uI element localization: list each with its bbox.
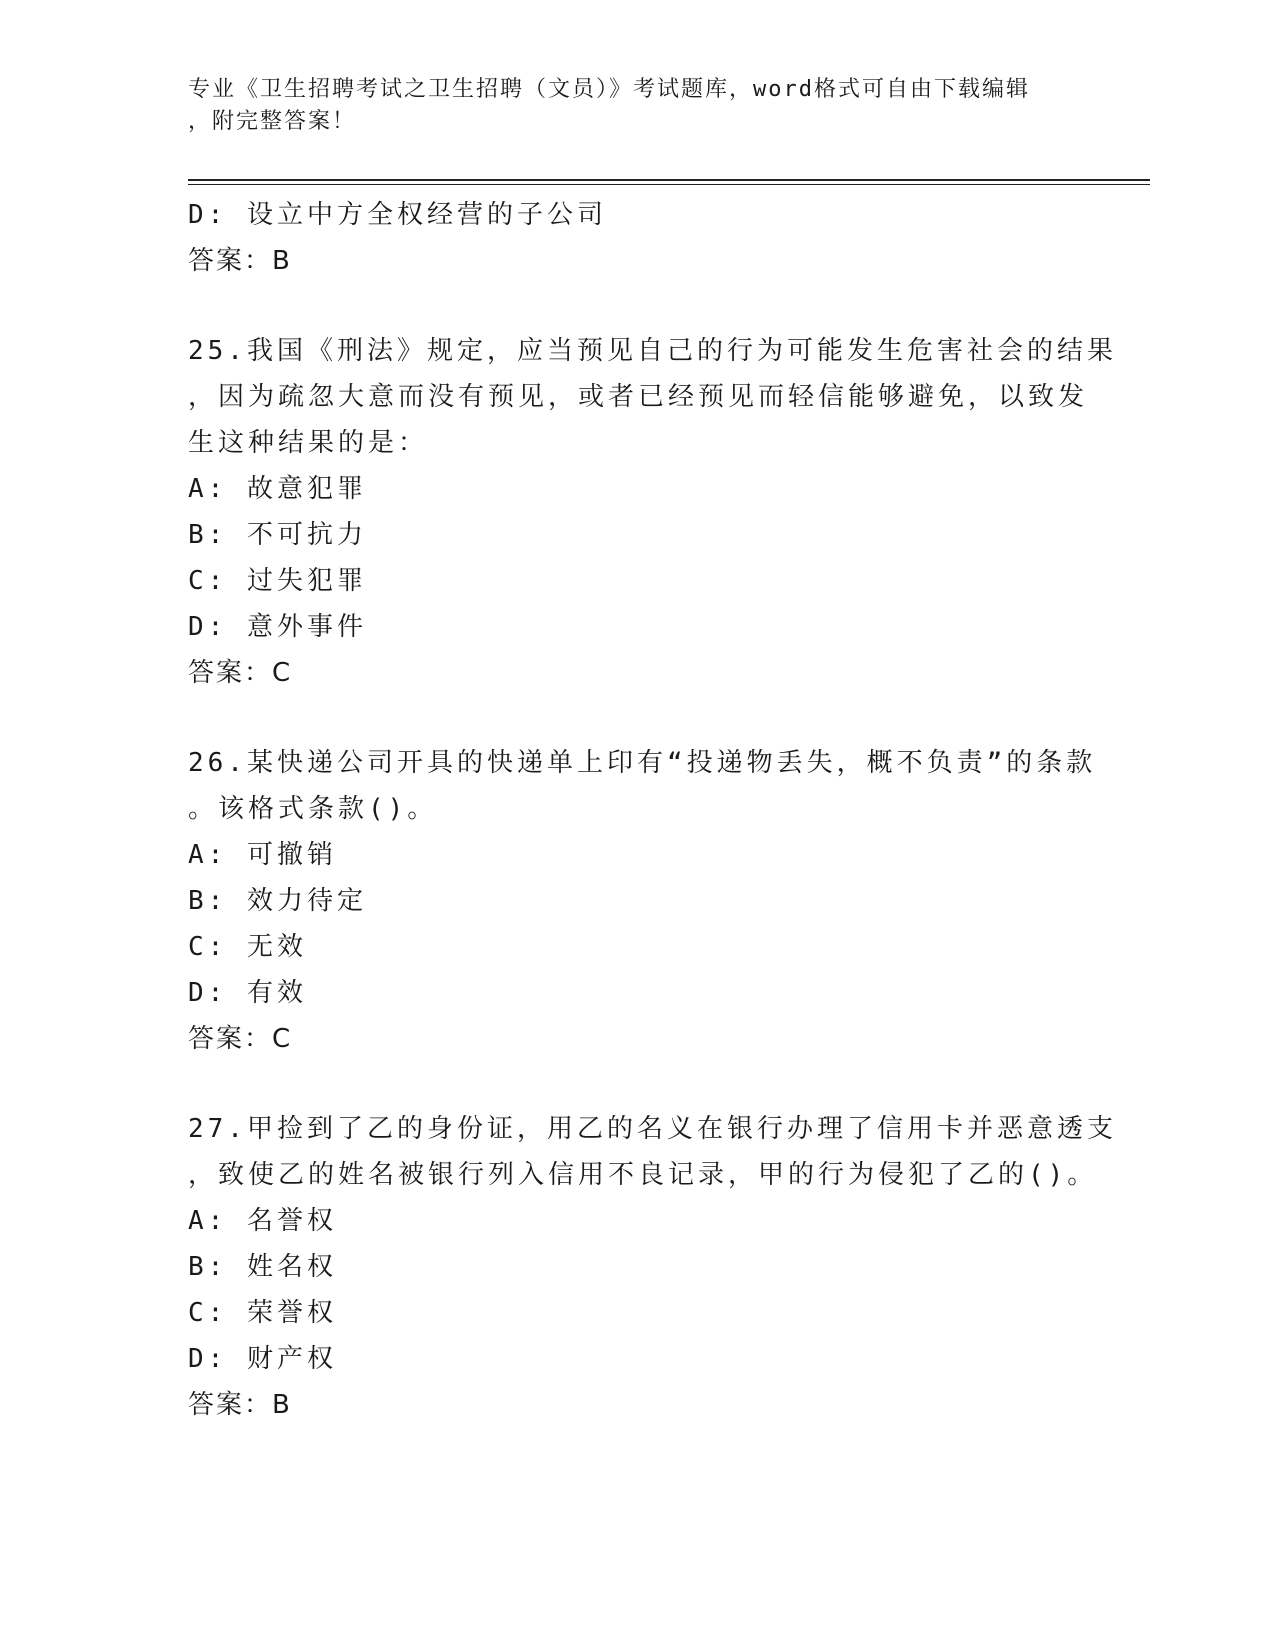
- question-stem-line: 。该格式条款()。: [188, 794, 438, 824]
- option-b: B: 姓名权: [188, 1252, 337, 1282]
- option-c: C: 过失犯罪: [188, 566, 367, 596]
- spacer: [188, 1062, 1108, 1106]
- document-header: [188, 74, 1088, 138]
- option-c: C: 荣誉权: [188, 1298, 337, 1328]
- question-25: [188, 328, 1117, 696]
- option-b: B: 不可抗力: [188, 520, 367, 550]
- option-c: C: 无效: [188, 932, 307, 962]
- option-a: A: 可撤销: [188, 840, 337, 870]
- option-b: B: 效力待定: [188, 886, 367, 916]
- answer-line: 答案：C: [188, 1024, 293, 1054]
- answer-line: 答案：C: [188, 658, 293, 688]
- option-a: A: 名誉权: [188, 1206, 337, 1236]
- option-d: D: 设立中方全权经营的子公司: [188, 200, 607, 230]
- question-26: [188, 740, 1108, 1062]
- question-stem-line: 25.我国《刑法》规定，应当预见自己的行为可能发生危害社会的结果: [188, 336, 1117, 366]
- answer-line: 答案：B: [188, 246, 292, 276]
- header-line-1: 专业《卫生招聘考试之卫生招聘（文员）》考试题库，word格式可自由下载编辑: [188, 77, 1030, 102]
- option-d: D: 意外事件: [188, 612, 367, 642]
- header-line-2: ，附完整答案！: [188, 109, 357, 134]
- question-list: [188, 192, 1117, 1428]
- question-stem-line: ，因为疏忽大意而没有预见，或者已经预见而轻信能够避免，以致发: [188, 382, 1089, 412]
- header-divider-thin: [188, 184, 1150, 185]
- spacer: [188, 284, 1108, 328]
- answer-line: 答案：B: [188, 1390, 292, 1420]
- header-divider-thick: [188, 179, 1150, 181]
- question-stem-line: 生这种结果的是：: [188, 428, 429, 458]
- prev-question-tail: [188, 192, 1108, 284]
- question-27: [188, 1106, 1117, 1428]
- question-stem-line: 26.某快递公司开具的快递单上印有“投递物丢失，概不负责”的条款: [188, 748, 1097, 778]
- option-d: D: 有效: [188, 978, 307, 1008]
- spacer: [188, 696, 1108, 740]
- option-d: D: 财产权: [188, 1344, 337, 1374]
- question-stem-line: ，致使乙的姓名被银行列入信用不良记录，甲的行为侵犯了乙的()。: [188, 1160, 1098, 1190]
- question-stem-line: 27.甲捡到了乙的身份证，用乙的名义在银行办理了信用卡并恶意透支: [188, 1114, 1117, 1144]
- option-a: A: 故意犯罪: [188, 474, 367, 504]
